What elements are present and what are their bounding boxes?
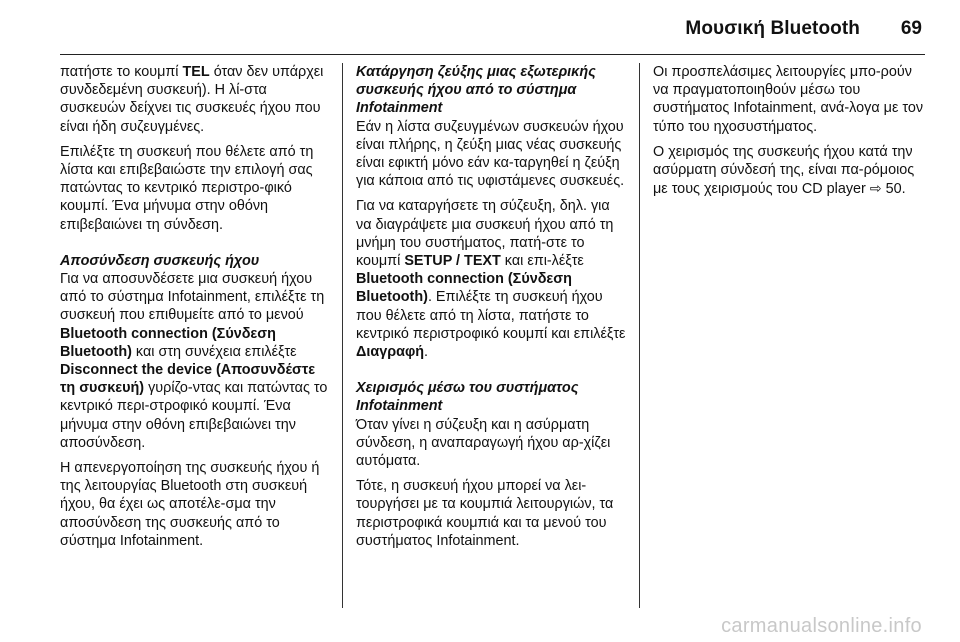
paragraph: Η απενεργοποίηση της συσκευής ήχου ή της λειτουργίας Bluetooth στη συσκευή ήχου, θα έχει ως αποτέλε-σμα την αποσύνδεση της συσκευής από το σύστημα Infotainment. xyxy=(60,460,320,549)
paragraph: Όταν γίνει η σύζευξη και η ασύρματη σύνδεση, η αναπαραγωγή ήχου αρ-χίζει αυτόματα. xyxy=(356,416,611,470)
paragraph: Ο χειρισμός της συσκευής ήχου κατά την ασύρματη σύνδεσή της, είναι πα-ρόμοιος με τους χειρισμούς του CD player ⇨ 50. xyxy=(653,143,915,198)
button-label-tel: TEL xyxy=(182,64,210,80)
menu-label: Disconnect the device (Αποσυνδέστε τη συσκευή) xyxy=(60,362,316,397)
section-heading: Κατάργηση ζεύξης μιας εξωτερικής συσκευής ήχου από το σύστημα Infotainment xyxy=(356,64,596,117)
watermark-text: carmanualsonline.info xyxy=(721,615,922,637)
menu-label: Bluetooth connection (Σύνδεση Bluetooth) xyxy=(60,325,276,360)
section-heading: Χειρισμός μέσω του συστήματος Infotainment xyxy=(356,380,579,415)
paragraph: Τότε, η συσκευή ήχου μπορεί να λει-τουργήσει με τα κουμπιά λειτουργιών, τα περιστροφικά κουμπιά και τα μενού του συστήματος Infotainment. xyxy=(356,478,614,549)
page-reference-icon: ⇨ xyxy=(869,180,882,197)
column-3 xyxy=(653,63,928,205)
paragraph: Επιλέξτε τη συσκευή που θέλετε από τη λίστα και επιβεβαιώστε την επιλογή σας πατώντας το κεντρικό περιστρο-φικό κουμπί. Ένα μήνυμα στην οθόνη επιβεβαιώνει τη σύνδεση. xyxy=(60,143,314,233)
paragraph: Για να καταργήσετε τη σύζευξη, δηλ. για να διαγράψετε μια συσκευή ήχου από τη μνήμη του συστήματος, πατή-στε το κουμπί SETUP / TEXT και επι-λέξτε Bluetooth connection (Σύνδεση Bluetooth). Επιλέξτε τη συσκευή ήχου που θέλετε από τη λίστα, πατήστε το κεντρικό περιστροφικό κουμπί και επιλέξτε Διαγραφή. xyxy=(356,198,626,361)
column-1 xyxy=(60,63,330,557)
paragraph: Εάν η λίστα συζευγμένων συσκευών ήχου είναι πλήρης, η ζεύξη μιας νέας συσκευής είναι εφικτή μόνο εάν κα-ταργηθεί η ζεύξη για κάποια από τις υφιστάμενες συσκευές. xyxy=(356,118,625,190)
page-header xyxy=(0,0,960,52)
paragraph: πατήστε το κουμπί TEL όταν δεν υπάρχει συνδεδεμένη συσκευή). Η λί-στα συσκευών δείχνει τις συσκευές ήχου που είναι ήδη συζευγμένες. xyxy=(60,64,324,135)
paragraph: Οι προσπελάσιμες λειτουργίες μπο-ρούν να πραγματοποιηθούν μέσω του συστήματος Infotainment, ανά-λογα με τον τύπο του ηχοσυστήματος. xyxy=(653,64,924,135)
menu-label: Bluetooth connection (Σύνδεση Bluetooth) xyxy=(356,271,572,306)
column-2 xyxy=(356,63,628,557)
menu-label: Διαγραφή xyxy=(356,344,425,361)
section-heading: Αποσύνδεση συσκευής ήχου xyxy=(60,252,260,269)
column-divider xyxy=(342,63,343,608)
paragraph: Για να αποσυνδέσετε μια συσκευή ήχου από το σύστημα Infotainment, επιλέξτε τη συσκευή που επιθυμείτε από το μενού Bluetooth connection (Σύνδεση Bluetooth) και στη συνέχεια επιλέξτε Disconnect the device (Αποσυνδέστε τη συσκευή) γυρίζο-ντας και πατώντας το κεντρικό περι-στροφικό κουμπί. Ένα μήνυμα στην οθόνη επιβεβαιώνει την αποσύνδεση. xyxy=(60,271,328,451)
page-number: 69 xyxy=(900,18,922,39)
page-title: Μουσική Bluetooth xyxy=(685,18,860,39)
button-label-setup: SETUP / TEXT xyxy=(404,253,501,270)
column-divider xyxy=(639,63,640,608)
header-divider xyxy=(60,54,925,55)
